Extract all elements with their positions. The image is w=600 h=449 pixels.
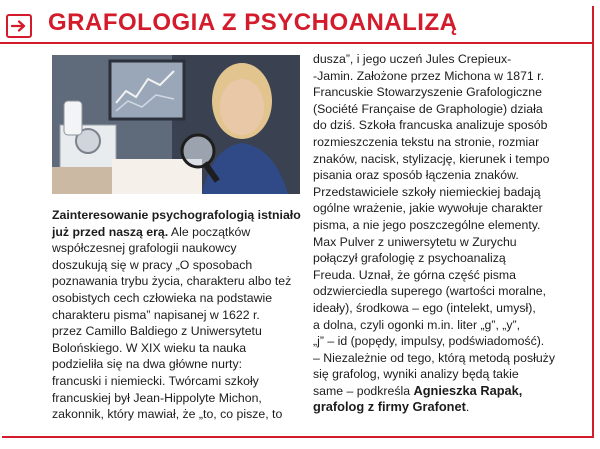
- body-line: ogólne wrażenie, jakie wywołuje charakter: [313, 201, 543, 216]
- lead-line-2-tail: Ale początków: [168, 224, 251, 239]
- body-line: osobistych cech człowieka na podstawie: [52, 290, 273, 305]
- body-line: dusza”, i jego uczeń Jules Crepieux-: [313, 52, 512, 66]
- body-line: charakteru pisma” napisanej w 1622 r.: [52, 307, 260, 322]
- signature-role-line: [313, 399, 581, 416]
- header-divider: [0, 42, 592, 44]
- signature-role: grafolog z firmy Grafonet: [313, 399, 466, 415]
- body-line: francuski i niemiecki. Twórcami szkoły: [52, 373, 259, 388]
- lead-line-2-bold: już przed naszą erą.: [52, 224, 169, 239]
- body-line: -Jamin. Założone przez Michona w 1871 r.: [313, 68, 545, 83]
- body-line: a dolna, czyli ogonki m.in. liter „g”, „y”,: [313, 317, 521, 332]
- body-line: (Société Française de Graphologie) działa: [313, 101, 543, 116]
- body-line: Francuskie Stowarzyszenie Grafologiczne: [313, 85, 542, 100]
- body-line: poznawania trybu życia, charakteru albo też: [52, 274, 292, 289]
- body-line: Bolońskiego. W XIX wieku ta nauka: [52, 340, 247, 355]
- signature-name: Agnieszka Rapak,: [413, 382, 523, 398]
- lead-line-2: [52, 224, 302, 241]
- body-line: zakonnik, który mawiał, że „to, co pisze, to: [52, 407, 283, 422]
- body-line: rozmieszczenia tekstu na stronie, rozmiar: [313, 134, 540, 149]
- body-line: Przedstawiciele szkoły niemieckiej badają: [313, 184, 541, 199]
- body-line: połączył grafologię z psychoanalizą: [313, 251, 506, 266]
- signature-intro: same – podkreśla: [313, 383, 411, 398]
- body-line: pisania oraz sposób łączenia znaków.: [313, 168, 519, 183]
- signature-end: .: [465, 400, 470, 415]
- body-line: Max Pulver z uniwersytetu w Zurychu: [313, 234, 517, 249]
- body-line: znaków, nacisk, stylizację, kierunek i tempo: [313, 151, 550, 166]
- signature-intro-line: [313, 383, 581, 400]
- body-line: – Niezależnie od tego, którą metodą posłuży: [313, 350, 555, 365]
- body-line: ideały), środkowa – ego (intelekt, umysł),: [313, 300, 536, 315]
- body-line: odzwierciedla superego (wartości moralne,: [313, 284, 547, 299]
- body-line: współczesnej grafologii naukowcy: [52, 241, 237, 256]
- article-left-column: [52, 207, 302, 423]
- article-right-column: [313, 51, 581, 416]
- article-header: [0, 0, 598, 44]
- body-line: do dziś. Szkoła francuska analizuje sposób: [313, 118, 548, 133]
- body-line: „j” – id (popędy, impulsy, podświadomość).: [313, 334, 545, 349]
- body-line: Freuda. Uznał, że górna część pisma: [313, 267, 516, 282]
- body-line: francuskiej był Jean-Hippolyte Michon,: [52, 390, 262, 405]
- page-title: GRAFOLOGIA Z PSYCHOANALIZĄ: [48, 9, 458, 36]
- woman-with-magnifier-and-microscope-photo: [52, 55, 300, 194]
- body-line: doszukują się w pracy „O sposobach: [52, 257, 253, 272]
- lead-line-1: Zainteresowanie psychografologią istniało: [52, 208, 301, 222]
- body-line: się grafolog, wyniki analizy będą takie: [313, 367, 519, 382]
- body-line: podzieliła się na dwa główne nurty:: [52, 357, 243, 372]
- arrow-right-icon[interactable]: [6, 14, 32, 38]
- body-line: przez Camillo Baldiego z Uniwersytetu: [52, 324, 262, 339]
- body-line: pisma, a nie jego poszczególne elementy.: [313, 217, 541, 232]
